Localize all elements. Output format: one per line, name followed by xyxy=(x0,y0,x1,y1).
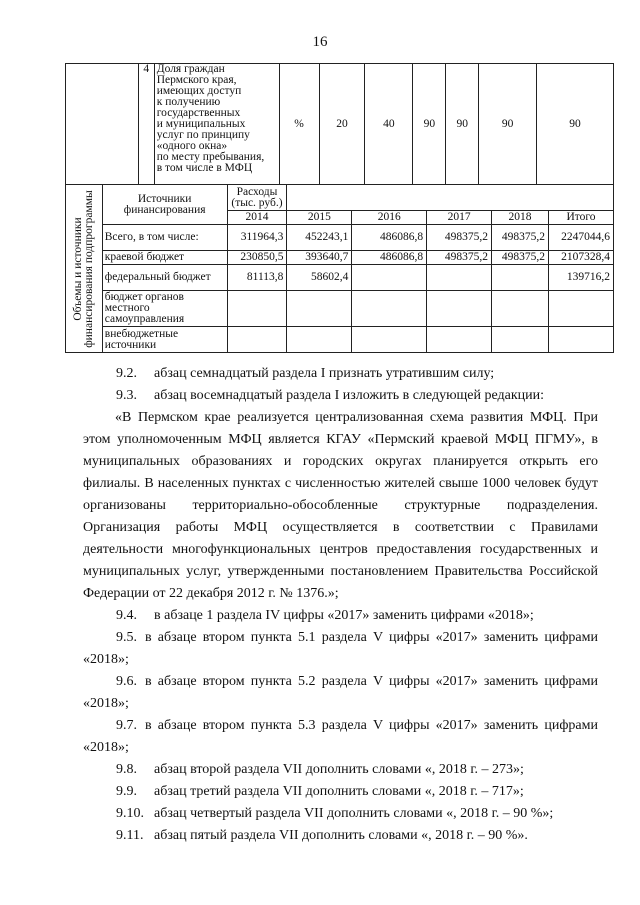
finance-vertical-label: Объемы и источники финансирования подпрограммы xyxy=(71,189,95,348)
list-item xyxy=(83,385,598,407)
indicator-table xyxy=(65,63,614,185)
table-row xyxy=(66,265,614,291)
list-item xyxy=(83,759,598,781)
item-text: абзац второй раздела VII дополнить словами «, 2018 г. – 273»; xyxy=(154,762,524,777)
finance-table xyxy=(65,184,614,353)
finance-vertical-label-cell xyxy=(66,185,103,353)
item-text: в абзаце втором пункта 5.1 раздела V цифры «2017» заменить цифрами «2018»; xyxy=(83,630,598,667)
indicator-unit: % xyxy=(279,64,319,185)
indicator-value: 90 xyxy=(479,64,537,185)
item-text: абзац третий раздела VII дополнить словами «, 2018 г. – 717»; xyxy=(154,784,524,799)
cell-value: 58602,4 xyxy=(287,265,352,291)
year-header: 2016 xyxy=(352,211,427,225)
cell-value: 230850,5 xyxy=(227,251,287,265)
table-row xyxy=(66,327,614,353)
cell-value xyxy=(287,327,352,353)
year-header: Итого xyxy=(548,211,613,225)
list-item xyxy=(83,671,598,715)
cell-value: 311964,3 xyxy=(227,225,287,251)
cell-value xyxy=(427,327,492,353)
cell-value xyxy=(227,327,287,353)
indicator-value: 40 xyxy=(365,64,413,185)
list-item xyxy=(83,803,598,825)
item-number: 9.11. xyxy=(116,828,144,843)
year-header: 2014 xyxy=(227,211,287,225)
indicator-value: 90 xyxy=(446,64,479,185)
item-number: 9.4. xyxy=(116,608,137,623)
list-item xyxy=(83,605,598,627)
cell-value: 2247044,6 xyxy=(548,225,613,251)
cell-value: 486086,8 xyxy=(352,225,427,251)
cell-value: 393640,7 xyxy=(287,251,352,265)
cell-value: 139716,2 xyxy=(548,265,613,291)
row-label: внебюджетные источники xyxy=(102,327,227,353)
row-label: федеральный бюджет xyxy=(102,265,227,291)
indicator-number: 4 xyxy=(138,64,154,185)
indicator-value: 20 xyxy=(319,64,365,185)
cell-value: 498375,2 xyxy=(427,251,492,265)
sources-header: Источники финансирования xyxy=(102,185,227,225)
item-text: абзац восемнадцатый раздела I изложить в следующей редакции: xyxy=(154,388,545,403)
indicator-name: Доля граждан Пермского края, имеющих доступ к получению государственных и муниципальных услуг по принципу «одного окна» по месту пребывания, в том числе в МФЦ xyxy=(154,64,279,185)
item-number: 9.8. xyxy=(116,762,137,777)
year-header: 2018 xyxy=(492,211,549,225)
item-text: абзац пятый раздела VII дополнить словами «, 2018 г. – 90 %». xyxy=(154,828,528,843)
cell-value xyxy=(352,327,427,353)
cell-value xyxy=(427,291,492,327)
row-label: бюджет органов местного самоуправления xyxy=(102,291,227,327)
indicator-value: 90 xyxy=(537,64,614,185)
year-header: 2015 xyxy=(287,211,352,225)
cell-value xyxy=(548,327,613,353)
cell-value xyxy=(352,265,427,291)
quoted-paragraph: «В Пермском крае реализуется централизованная схема развития МФЦ. При этом уполномоченным МФЦ является КГАУ «Пермский краевой МФЦ ПГМУ», в муниципальных образованиях и городских округах планируется открыть его филиалы. В населенных пунктах с численностью жителей свыше 1000 человек будут организованы территориально-обособленные структурные подразделения. Организация работы МФЦ осуществляется в соответствии с Правилами деятельности многофункциональных центров предоставления государственных и муниципальных услуг, утвержденными постановлением Правительства Российской Федерации от 22 декабря 2012 г. № 1376.»; xyxy=(83,410,598,601)
item-text: в абзаце втором пункта 5.3 раздела V цифры «2017» заменить цифрами «2018»; xyxy=(83,718,598,755)
cell-value xyxy=(287,291,352,327)
list-item xyxy=(83,825,598,847)
item-number: 9.3. xyxy=(116,388,137,403)
cell-value: 81113,8 xyxy=(227,265,287,291)
list-item xyxy=(83,781,598,803)
cell-value xyxy=(227,291,287,327)
cell-value xyxy=(548,291,613,327)
item-text: в абзаце втором пункта 5.2 раздела V цифры «2017» заменить цифрами «2018»; xyxy=(83,674,598,711)
cell-value: 498375,2 xyxy=(492,251,549,265)
cell-value xyxy=(492,327,549,353)
row-label: Всего, в том числе: xyxy=(102,225,227,251)
expenses-header: Расходы (тыс. руб.) xyxy=(227,185,287,211)
item-number: 9.7. xyxy=(116,718,137,733)
table-row xyxy=(66,251,614,265)
cell-value: 452243,1 xyxy=(287,225,352,251)
cell-value: 486086,8 xyxy=(352,251,427,265)
list-item xyxy=(83,715,598,759)
row-label: краевой бюджет xyxy=(102,251,227,265)
cell-value: 2107328,4 xyxy=(548,251,613,265)
item-number: 9.6. xyxy=(116,674,137,689)
cell-value xyxy=(492,291,549,327)
item-text: абзац семнадцатый раздела I признать утратившим силу; xyxy=(154,366,495,381)
table-row xyxy=(66,225,614,251)
cell-value: 498375,2 xyxy=(492,225,549,251)
cell-value: 498375,2 xyxy=(427,225,492,251)
item-text: в абзаце 1 раздела IV цифры «2017» заменить цифрами «2018»; xyxy=(154,608,534,623)
year-header: 2017 xyxy=(427,211,492,225)
page-number: 16 xyxy=(312,34,328,50)
item-text: абзац четвертый раздела VII дополнить словами «, 2018 г. – 90 %»; xyxy=(154,806,554,821)
indicator-row xyxy=(66,64,614,185)
cell-value xyxy=(427,265,492,291)
empty-cell xyxy=(66,64,139,185)
header-empty xyxy=(287,185,614,211)
item-number: 9.2. xyxy=(116,366,137,381)
list-item xyxy=(83,627,598,671)
cell-value xyxy=(352,291,427,327)
item-number: 9.10. xyxy=(116,806,144,821)
item-number: 9.9. xyxy=(116,784,137,799)
item-number: 9.5. xyxy=(116,630,137,645)
document-body xyxy=(83,363,598,847)
cell-value xyxy=(492,265,549,291)
indicator-value: 90 xyxy=(413,64,446,185)
table-row xyxy=(66,291,614,327)
list-item xyxy=(83,363,598,385)
